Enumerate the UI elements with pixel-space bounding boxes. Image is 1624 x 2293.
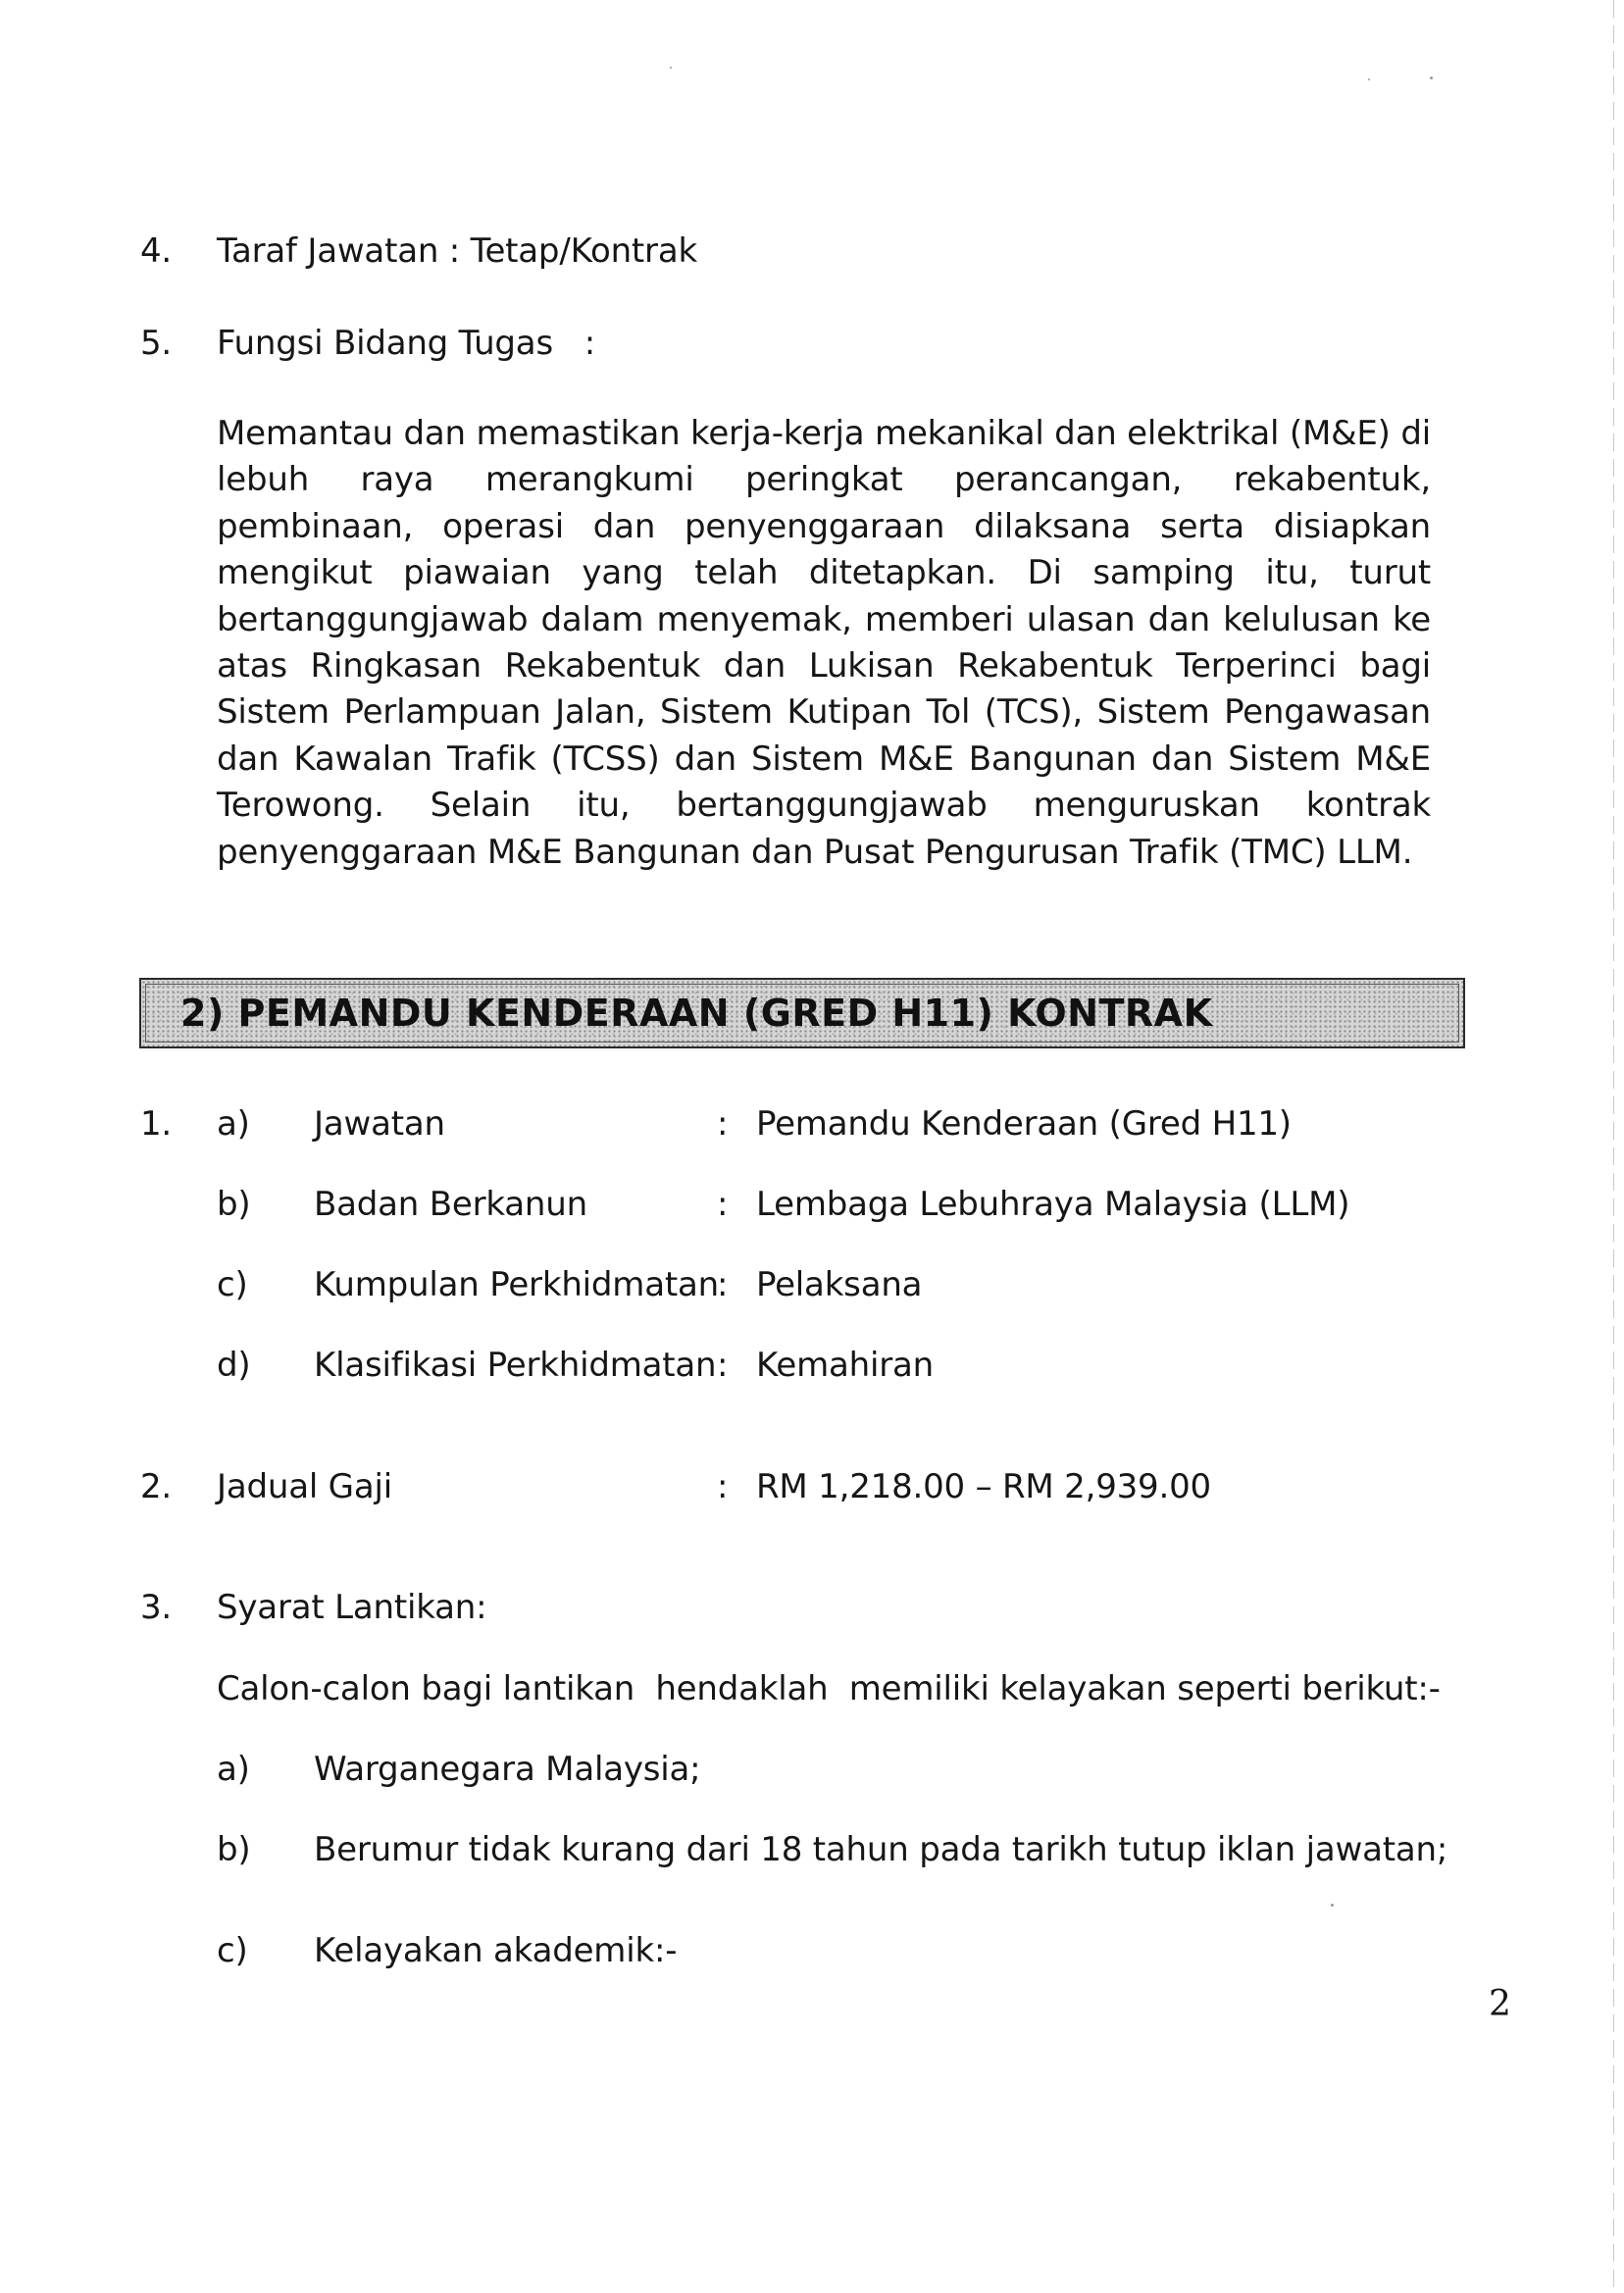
item-1-row-value: Pelaksana xyxy=(756,1265,923,1304)
scan-speck xyxy=(1430,76,1433,79)
item-3-list-text: Kelayakan akademik:- xyxy=(314,1931,678,1970)
item-1-row-letter: c) xyxy=(217,1265,248,1304)
section-title: 2) PEMANDU KENDERAAN (GRED H11) KONTRAK xyxy=(180,992,1213,1035)
scan-speck xyxy=(1331,1904,1334,1907)
item-5-text: Fungsi Bidang Tugas : xyxy=(217,324,596,363)
scan-speck xyxy=(1368,78,1370,80)
function-description-paragraph: Memantau dan memastikan kerja-kerja mekanikal dan elektrikal (M&E) di lebuh raya merangkumi peringkat perancangan, rekabentuk, pembinaan, operasi dan penyenggaraan dilaksana serta disiapkan mengikut piawaian yang telah ditetapkan. Di samping itu, turut bertanggungjawab dalam menyemak, memberi ulasan dan kelulusan ke atas Ringkasan Rekabentuk dan Lukisan Rekabentuk Terperinci bagi Sistem Perlampuan Jalan, Sistem Kutipan Tol (TCS), Sistem Pengawasan dan Kawalan Trafik (TCSS) dan Sistem M&E Bangunan dan Sistem M&E Terowong. Selain itu, bertanggungjawab menguruskan kontrak penyenggaraan M&E Bangunan dan Pusat Pengurusan Trafik (TMC) LLM. xyxy=(217,414,1431,872)
section-header-box xyxy=(139,978,1465,1048)
item-1-row-label: Klasifikasi Perkhidmatan xyxy=(314,1346,717,1385)
item-2-colon: : xyxy=(717,1467,729,1506)
item-5-number: 5. xyxy=(140,324,173,363)
item-2-label: Jadual Gaji xyxy=(217,1467,392,1506)
item-4-number: 4. xyxy=(140,231,173,271)
item-1-row-value: Kemahiran xyxy=(756,1346,935,1385)
item-2-number: 2. xyxy=(140,1467,173,1506)
item-3-list-letter: a) xyxy=(217,1750,250,1789)
item-4-text: Taraf Jawatan : Tetap/Kontrak xyxy=(217,231,697,271)
item-1-row-colon: : xyxy=(717,1185,729,1224)
item-3-number: 3. xyxy=(140,1588,173,1627)
item-1-row-colon: : xyxy=(717,1104,729,1144)
item-2-value: RM 1,218.00 – RM 2,939.00 xyxy=(756,1467,1211,1506)
item-1-row-value: Lembaga Lebuhraya Malaysia (LLM) xyxy=(756,1185,1350,1224)
item-3-list-text: Berumur tidak kurang dari 18 tahun pada tarikh tutup iklan jawatan; xyxy=(314,1830,1448,1869)
item-3-list-text: Warganegara Malaysia; xyxy=(314,1750,701,1789)
item-1-row-colon: : xyxy=(717,1265,729,1304)
item-1-row-label: Badan Berkanun xyxy=(314,1185,587,1224)
item-1-row-label: Kumpulan Perkhidmatan xyxy=(314,1265,719,1304)
item-3-list-letter: c) xyxy=(217,1931,248,1970)
item-1-row-letter: d) xyxy=(217,1346,251,1385)
item-1-row-colon: : xyxy=(717,1346,729,1385)
item-3-list-letter: b) xyxy=(217,1830,251,1869)
item-1-number: 1. xyxy=(140,1104,173,1144)
item-1-row-letter: a) xyxy=(217,1104,250,1144)
item-3-intro: Calon-calon bagi lantikan hendaklah memiliki kelayakan seperti berikut:- xyxy=(217,1669,1441,1708)
scan-speck xyxy=(670,67,672,69)
item-3-title: Syarat Lantikan: xyxy=(217,1588,487,1627)
item-1-row-label: Jawatan xyxy=(314,1104,445,1144)
page-number: 2 xyxy=(1489,1984,1511,2024)
item-1-row-value: Pemandu Kenderaan (Gred H11) xyxy=(756,1104,1292,1144)
scan-edge-line xyxy=(1613,0,1614,2293)
item-1-row-letter: b) xyxy=(217,1185,251,1224)
